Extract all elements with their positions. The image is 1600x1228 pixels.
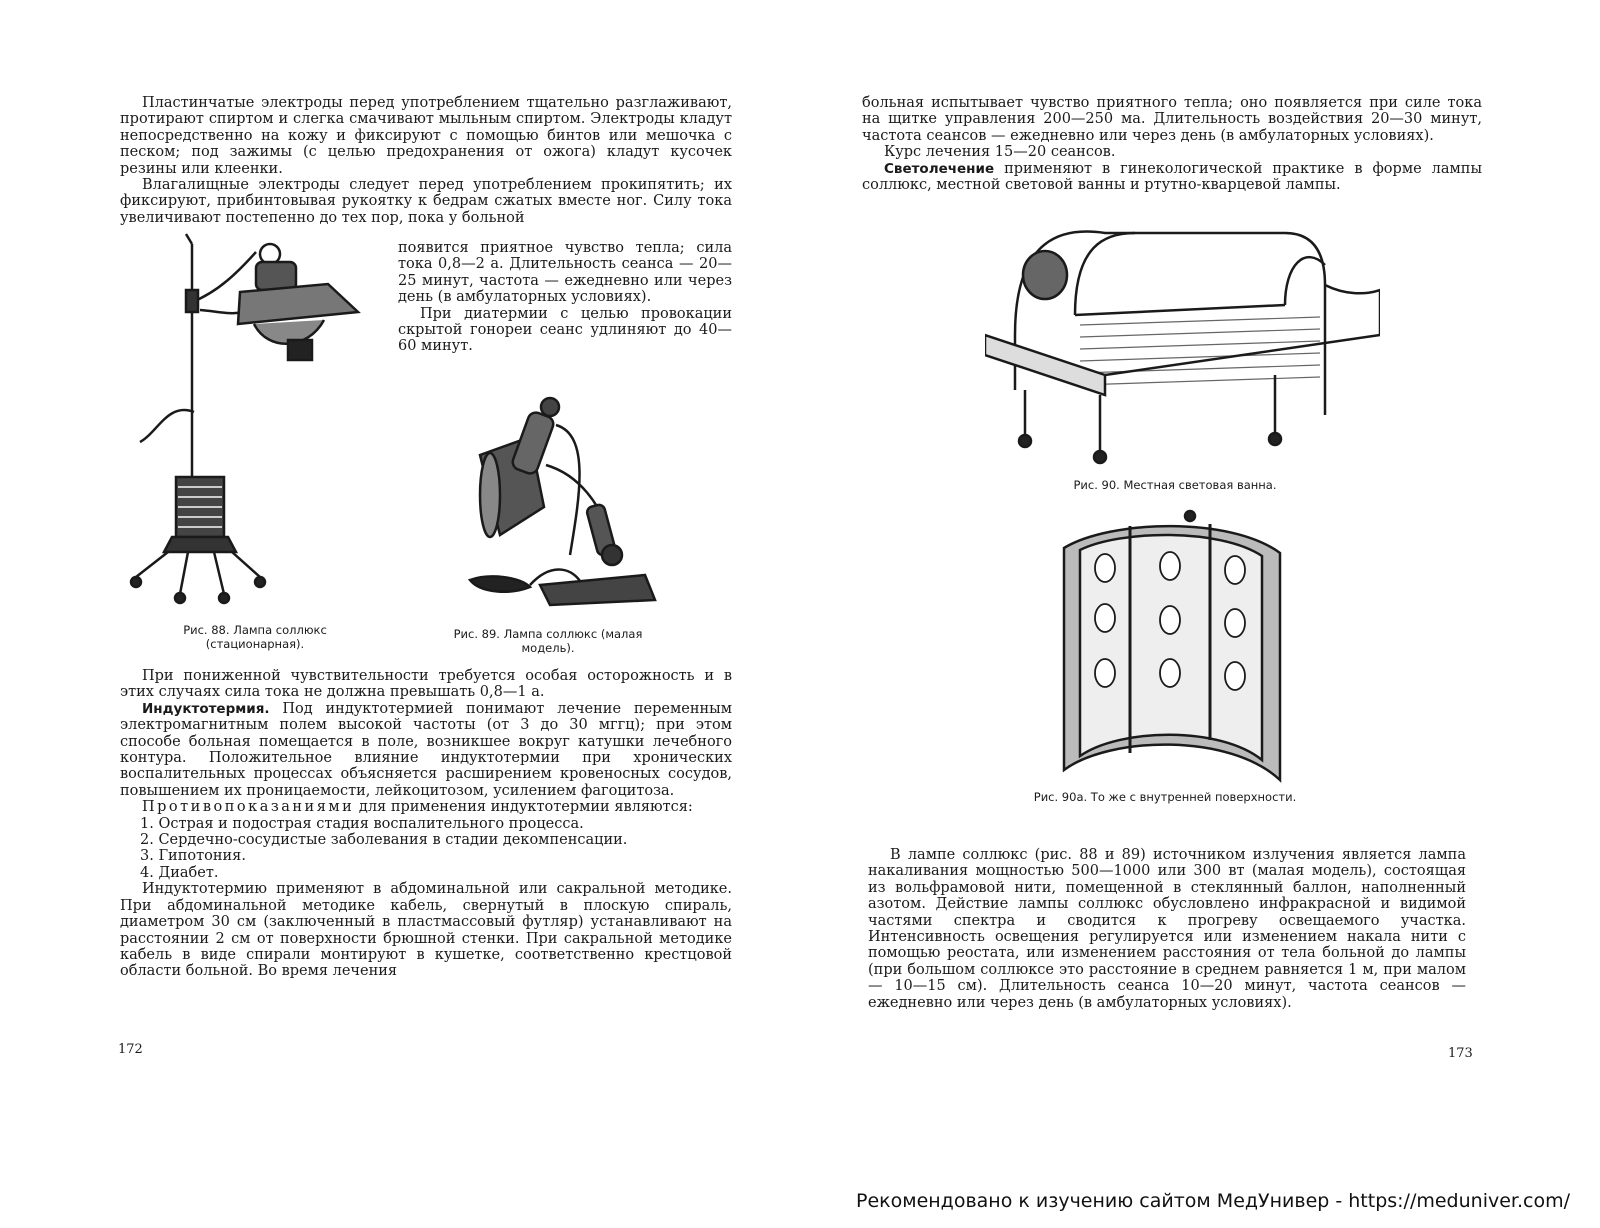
list-item: 3. Гипотония. <box>140 848 246 865</box>
right-page <box>800 0 1600 1228</box>
left-side-text <box>398 240 732 355</box>
left-bottom-text <box>120 668 732 980</box>
left-top-text <box>120 95 732 226</box>
paragraph <box>120 701 732 799</box>
paragraph: Курс лечения 15—20 сеансов. <box>884 144 1116 161</box>
page-number: 172 <box>118 1042 143 1057</box>
solux-lamp-stationary-figure <box>128 232 368 617</box>
light-bath-inner-surface-figure <box>1050 508 1290 783</box>
paragraph-text: для применения индуктотермии являются: <box>354 799 693 816</box>
paragraph: появится приятное чувство тепла; сила тока 0,8—2 a. Длительность сеанса — 20—25 минут, частота — ежедневно или через день (в амбулаторных условиях). <box>398 240 732 306</box>
paragraph: больная испытывает чувство приятного тепла; оно появляется при силе тока на щитке управления 200—250 ма. Длительность воздействия 20—30 минут, частота сеансов — ежедневно или через день (в амбулаторных условиях). <box>862 95 1482 144</box>
figure-caption: Рис. 88. Лампа соллюкс (стационарная). <box>183 623 327 651</box>
list-item: 1. Острая и подострая стадия воспалительного процесса. <box>140 815 584 832</box>
term-phototherapy: Светолечение <box>884 160 995 177</box>
local-light-bath-figure <box>985 225 1380 470</box>
right-bottom-text <box>868 847 1466 1011</box>
paragraph <box>862 161 1482 194</box>
term-contraindications: Противопоказаниями <box>142 799 355 816</box>
paragraph: В лампе соллюкс (рис. 88 и 89) источником излучения является лампа накаливания мощностью 500—1000 или 300 вт (малая модель), состоящая из вольфрамовой нити, помещенной в стеклянный баллон, наполненный азотом. Действие лампы соллюкс обусловлено инфракрасной и видимой частями спектра и сводится к прогреву освещаемого участка. Интенсивность освещения регулируется или изменением накала нити с помощью реостата, или изменением расстояния от тела больной до лампы (при большом соллюксе это расстояние в среднем равняется 1 м, при малом — 10—15 см). Длительность сеанса 10—20 минут, частота сеансов — ежедневно или через день (в амбулаторных условиях). <box>868 847 1466 1011</box>
list-item: 2. Сердечно-сосудистые заболевания в стадии декомпенсации. <box>140 832 628 849</box>
paragraph: При пониженной чувствительности требуется особая осторожность и в этих случаях сила тока не должна превышать 0,8—1 a. <box>120 668 732 701</box>
paragraph: Пластинчатые электроды перед употреблением тщательно разглаживают, протирают спиртом и слегка смачивают мыльным спиртом. Электроды кладут непосредственно на кожу и фиксируют с помощью бинтов или мешочка с песком; под зажимы (с целью предохранения от ожога) кладут кусочек резины или клеенки. <box>120 95 732 177</box>
figure-caption: Рис. 90. Местная световая ванна. <box>1073 478 1277 492</box>
figure-caption: Рис. 89. Лампа соллюкс (малая модель). <box>453 627 643 655</box>
paragraph: Индуктотермию применяют в абдоминальной или сакральной методике. При абдоминальной методике кабель, свернутый в плоскую спираль, диаметром 30 см (заключенный в пластмассовый футляр) устанавливают на расстоянии 2 см от поверхности брюшной стенки. При сакральной методике кабель в виде спирали монтируют в кушетке, соответственно крестцовой области больной. Во время лечения <box>120 881 732 980</box>
paragraph-text: Под индуктотермией понимают лечение переменным электромагнитным полем высокой частоты (от 3 до 30 мггц); при этом способе больная помещается в поле, возникшее вокруг катушки лечебного контура. Положительное влияние индуктотермии при хронических воспалительных процессах объясняется расширением кровеносных сосудов, повышением их проницаемости, лейкоцитозом, усилением фагоцитоза. <box>120 700 732 799</box>
figure-caption: Рис. 90а. То же с внутренней поверхности. <box>1033 790 1297 804</box>
right-top-text <box>862 95 1482 193</box>
paragraph: Влагалищные электроды следует перед употреблением прокипятить; их фиксируют, прибинтовывая рукоятку к бедрам сжатых вместе ног. Силу тока увеличивают постепенно до тех пор, пока у больной <box>120 177 732 226</box>
solux-lamp-small-figure <box>460 395 660 610</box>
paragraph: При диатермии с целью провокации скрытой гонореи сеанс удлиняют до 40—60 минут. <box>398 305 732 355</box>
paragraph-text: применяют в гинекологической практике в форме лампы соллюкс, местной световой ванны и ртутно-кварцевой лампы. <box>862 160 1482 194</box>
page-number: 173 <box>1448 1046 1473 1061</box>
contraindications-list <box>120 816 732 882</box>
paragraph <box>120 799 732 815</box>
list-item: 4. Диабет. <box>140 864 219 881</box>
term-inductothermy: Индуктотермия. <box>142 700 270 717</box>
footer-recommendation: Рекомендовано к изучению сайтом МедУнивер - https://meduniver.com/ <box>855 1190 1570 1212</box>
